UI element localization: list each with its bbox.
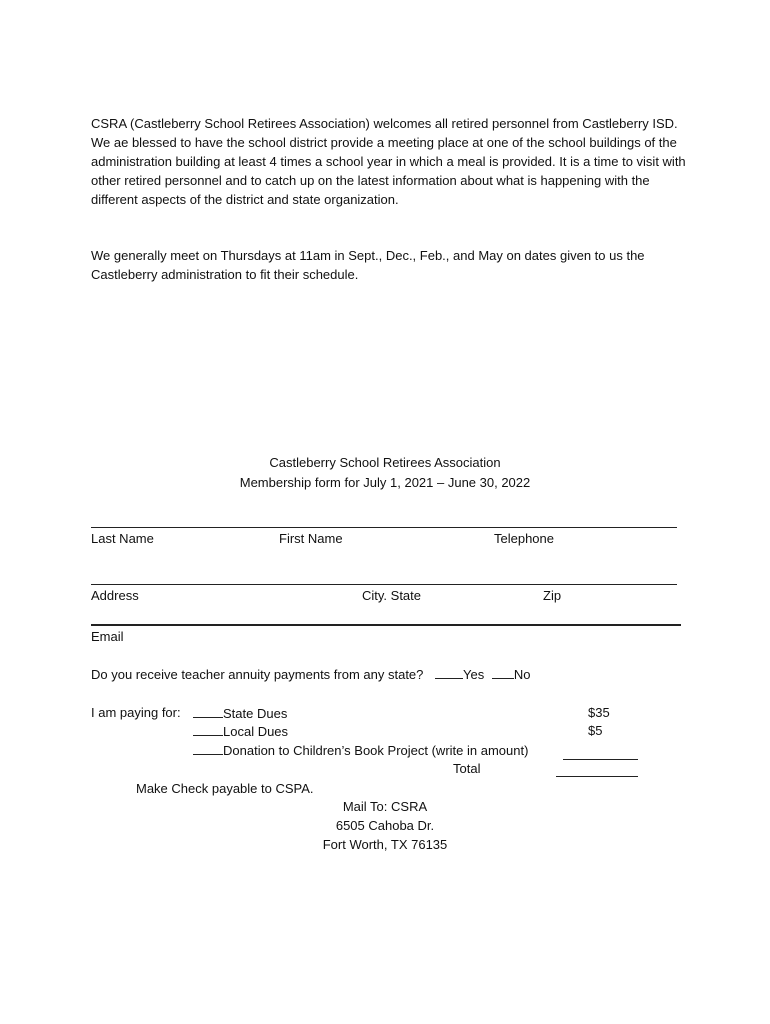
annuity-yes-blank[interactable] xyxy=(435,666,463,679)
annuity-no-blank[interactable] xyxy=(492,666,514,679)
annuity-question-row xyxy=(91,666,531,682)
name-row-line[interactable] xyxy=(91,527,677,528)
check-payable-note: Make Check payable to CSPA. xyxy=(136,781,314,796)
donation-amount-line[interactable] xyxy=(563,759,638,760)
last-name-label: Last Name xyxy=(91,531,154,546)
email-label: Email xyxy=(91,629,124,644)
form-subtitle: Membership form for July 1, 2021 – June 30, 2022 xyxy=(239,475,531,490)
form-org-name: Castleberry School Retirees Association xyxy=(269,455,501,470)
annuity-no-label: No xyxy=(513,667,531,682)
local-dues-label: Local Dues xyxy=(223,724,289,739)
payment-item xyxy=(193,723,288,739)
mail-to-line: Mail To: CSRA xyxy=(342,799,428,814)
state-dues-amount: $35 xyxy=(588,705,610,720)
donation-label: Donation to Children’s Book Project (write in amount) xyxy=(223,743,529,758)
paying-for-label: I am paying for: xyxy=(91,705,181,720)
mail-city-line: Fort Worth, TX 76135 xyxy=(322,837,448,852)
state-dues-blank[interactable] xyxy=(193,705,223,718)
zip-label: Zip xyxy=(543,588,562,603)
mail-street-line: 6505 Cahoba Dr. xyxy=(335,818,435,833)
payment-item xyxy=(193,705,287,721)
intro-paragraph-2: We generally meet on Thursdays at 11am in Sept., Dec., Feb., and May on dates given to us the Castleberry administration to fit their schedule. xyxy=(91,248,645,282)
total-label: Total xyxy=(453,761,481,776)
telephone-label: Telephone xyxy=(494,531,554,546)
address-label: Address xyxy=(91,588,139,603)
email-row-line[interactable] xyxy=(91,624,681,626)
city-state-label: City. State xyxy=(362,588,422,603)
payment-item xyxy=(193,742,528,758)
address-row-line[interactable] xyxy=(91,584,677,585)
intro-paragraph-1: CSRA (Castleberry School Retirees Association) welcomes all retired personnel from Castleberry ISD. We ae blessed to have the school district provide a meeting place at one of the school buildings of the administration building at least 4 times a school year in which a meal is provided. It is a time to visit with other retired personnel and to catch up on the latest information about what is happening with the different aspects of the district and state organization. xyxy=(91,116,686,207)
donation-blank[interactable] xyxy=(193,742,223,755)
total-amount-line[interactable] xyxy=(556,776,638,777)
first-name-label: First Name xyxy=(279,531,343,546)
local-dues-blank[interactable] xyxy=(193,723,223,736)
state-dues-label: State Dues xyxy=(223,706,288,721)
annuity-yes-label: Yes xyxy=(463,667,485,682)
local-dues-amount: $5 xyxy=(588,723,603,738)
annuity-question: Do you receive teacher annuity payments from any state? xyxy=(91,667,424,682)
